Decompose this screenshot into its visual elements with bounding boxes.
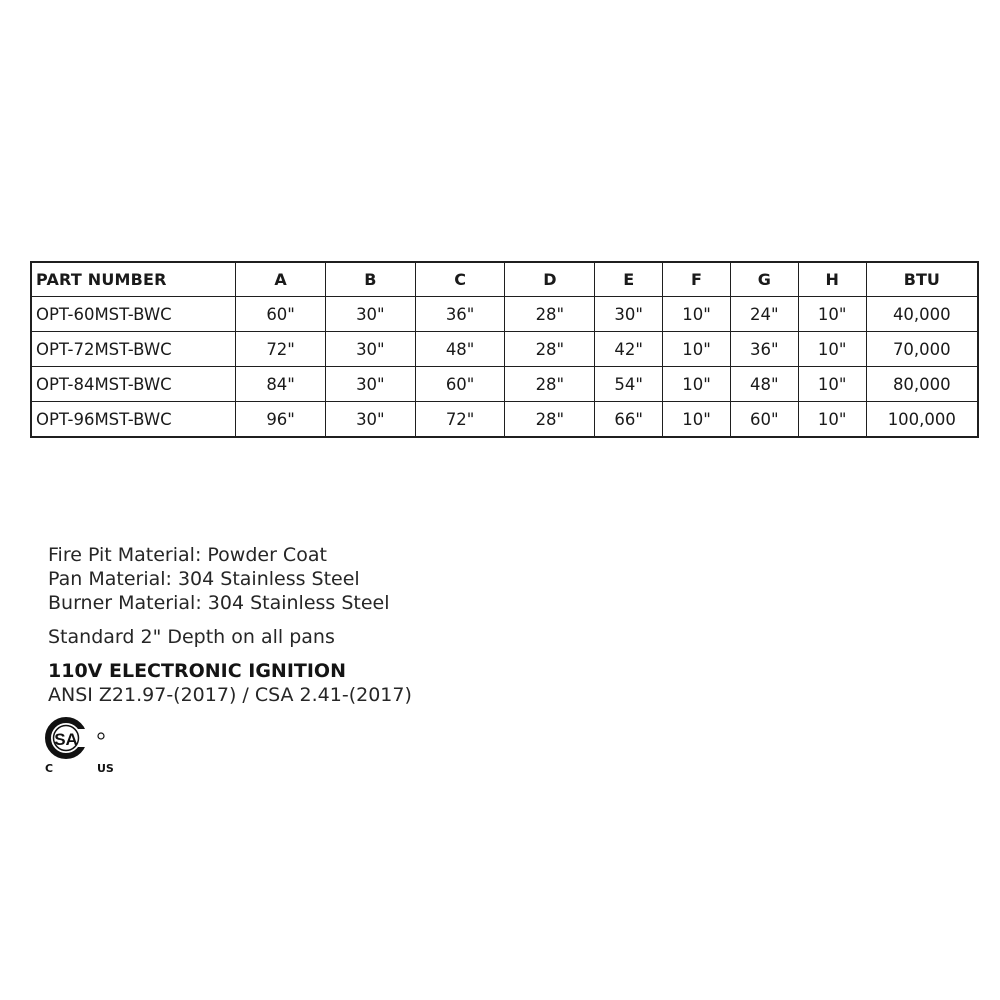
table-cell: 10"	[663, 297, 731, 332]
table-cell: 24"	[730, 297, 798, 332]
table-cell: 10"	[798, 297, 866, 332]
table-cell: 60"	[236, 297, 326, 332]
table-cell: 84"	[236, 367, 326, 402]
table-cell: 28"	[505, 297, 595, 332]
ignition-heading: 110V ELECTRONIC IGNITION	[48, 660, 346, 682]
table-cell: 10"	[663, 332, 731, 367]
burner-material: Burner Material: 304 Stainless Steel	[48, 592, 390, 614]
header-d: D	[505, 262, 595, 297]
table-cell: 48"	[415, 332, 505, 367]
header-c: C	[415, 262, 505, 297]
table-cell: 10"	[798, 367, 866, 402]
table-cell: 48"	[730, 367, 798, 402]
table-cell: 66"	[595, 402, 663, 438]
csa-country-us: US	[97, 762, 114, 775]
btu-cell: 80,000	[866, 367, 978, 402]
table-cell: 96"	[236, 402, 326, 438]
table-cell: 28"	[505, 367, 595, 402]
table-row	[31, 297, 978, 332]
standards-line: ANSI Z21.97-(2017) / CSA 2.41-(2017)	[48, 684, 412, 706]
depth-note: Standard 2" Depth on all pans	[48, 626, 335, 648]
table-cell: 30"	[595, 297, 663, 332]
csa-certification-logo	[44, 714, 124, 784]
header-e: E	[595, 262, 663, 297]
csa-country-c: C	[45, 762, 54, 775]
spec-table	[30, 261, 979, 438]
table-cell: 30"	[325, 297, 415, 332]
table-cell: 36"	[415, 297, 505, 332]
btu-cell: 70,000	[866, 332, 978, 367]
table-cell: 60"	[415, 367, 505, 402]
part-number-cell: OPT-60MST-BWC	[31, 297, 236, 332]
table-cell: 28"	[505, 332, 595, 367]
btu-cell: 100,000	[866, 402, 978, 438]
header-row	[31, 262, 978, 297]
table-cell: 42"	[595, 332, 663, 367]
table-cell: 10"	[798, 402, 866, 438]
pan-material: Pan Material: 304 Stainless Steel	[48, 568, 360, 590]
table-cell: 30"	[325, 367, 415, 402]
csa-logo-icon	[44, 714, 114, 762]
table-cell: 10"	[663, 367, 731, 402]
table-cell: 28"	[505, 402, 595, 438]
table-cell: 72"	[415, 402, 505, 438]
fire-pit-material: Fire Pit Material: Powder Coat	[48, 544, 327, 566]
header-part-number: PART NUMBER	[31, 262, 236, 297]
part-number-cell: OPT-84MST-BWC	[31, 367, 236, 402]
header-g: G	[730, 262, 798, 297]
table-cell: 72"	[236, 332, 326, 367]
table-cell: 60"	[730, 402, 798, 438]
table-row	[31, 367, 978, 402]
table-row	[31, 332, 978, 367]
table-cell: 36"	[730, 332, 798, 367]
header-a: A	[236, 262, 326, 297]
table-cell: 30"	[325, 332, 415, 367]
table-row	[31, 402, 978, 438]
table-cell: 10"	[663, 402, 731, 438]
spec-notes	[48, 543, 412, 707]
btu-cell: 40,000	[866, 297, 978, 332]
csa-logo-text: SA	[54, 730, 78, 749]
table-cell: 54"	[595, 367, 663, 402]
table-cell: 10"	[798, 332, 866, 367]
header-btu: BTU	[866, 262, 978, 297]
header-h: H	[798, 262, 866, 297]
header-f: F	[663, 262, 731, 297]
header-b: B	[325, 262, 415, 297]
table-cell: 30"	[325, 402, 415, 438]
part-number-cell: OPT-96MST-BWC	[31, 402, 236, 438]
part-number-cell: OPT-72MST-BWC	[31, 332, 236, 367]
